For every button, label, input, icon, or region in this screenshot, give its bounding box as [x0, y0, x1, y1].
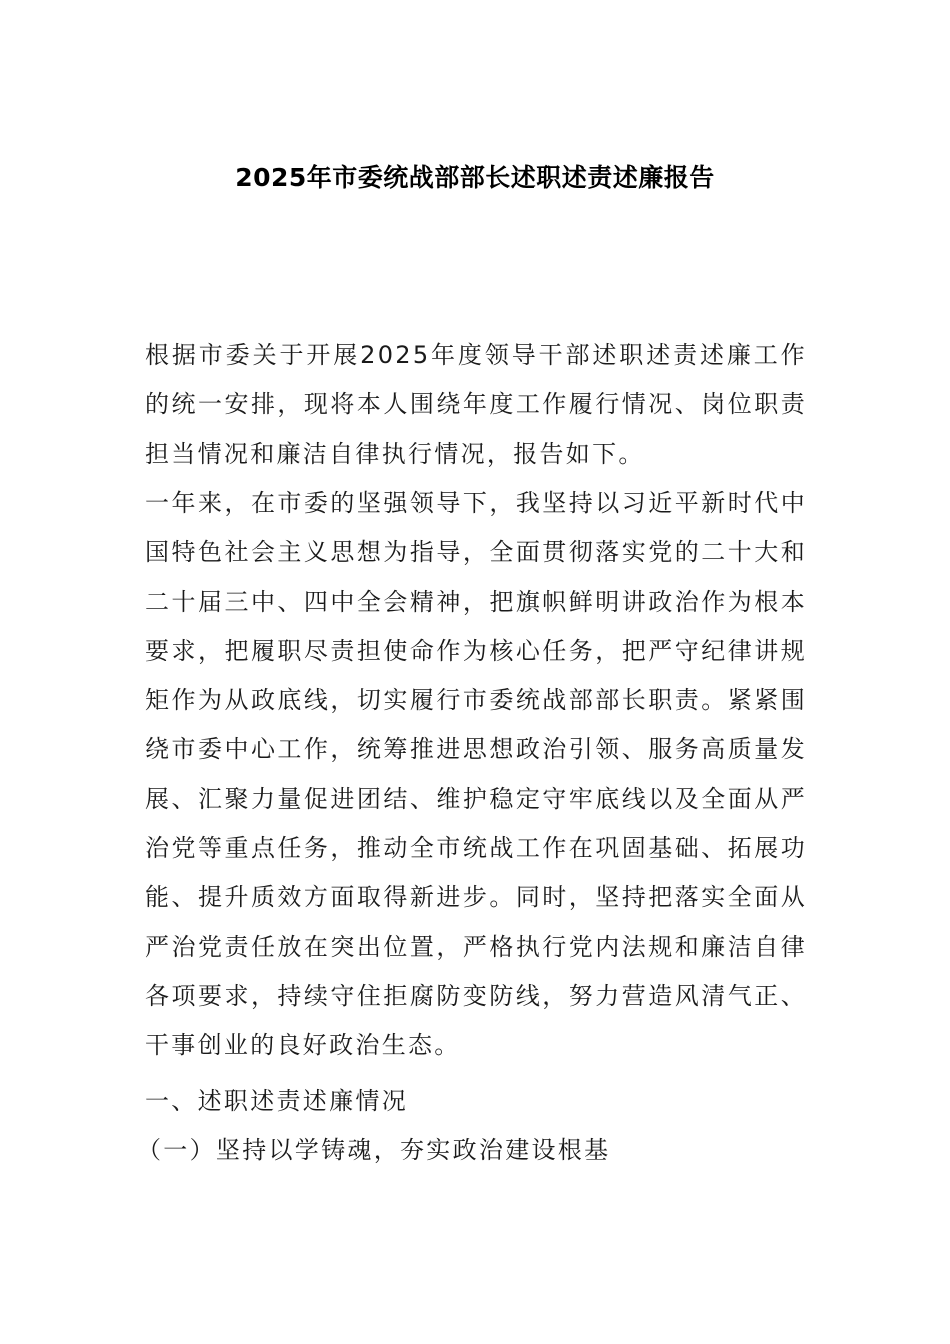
document-title: 2025年市委统战部部长述职述责述廉报告: [235, 163, 715, 192]
paragraph-text: 根据市委关于开展2025年度领导干部述职述责述廉工作的统一安排，现将本人围绕年度工作履行情况、岗位职责担当情况和廉洁自律执行情况，报告如下。: [145, 341, 807, 468]
intro-paragraph: [145, 331, 807, 479]
subsection-heading: （一）坚持以学铸魂，夯实政治建设根基: [137, 1136, 611, 1164]
summary-paragraph: [145, 479, 807, 1071]
paragraph-text: 一年来，在市委的坚强领导下，我坚持以习近平新时代中国特色社会主义思想为指导，全面贯彻落实党的二十大和二十届三中、四中全会精神，把旗帜鲜明讲政治作为根本要求，把履职尽责担使命作为核心任务，把严守纪律讲规矩作为从政底线，切实履行市委统战部部长职责。紧紧围绕市委中心工作，统筹推进思想政治引领、服务高质量发展、汇聚力量促进团结、维护稳定守牢底线以及全面从严治党等重点任务，推动全市统战工作在巩固基础、拓展功能、提升质效方面取得新进步。同时，坚持把落实全面从严治党责任放在突出位置，严格执行党内法规和廉洁自律各项要求，持续守住拒腐防变防线，努力营造风清气正、干事创业的良好政治生态。: [145, 489, 807, 1060]
section-heading: 一、述职述责述廉情况: [145, 1087, 408, 1115]
